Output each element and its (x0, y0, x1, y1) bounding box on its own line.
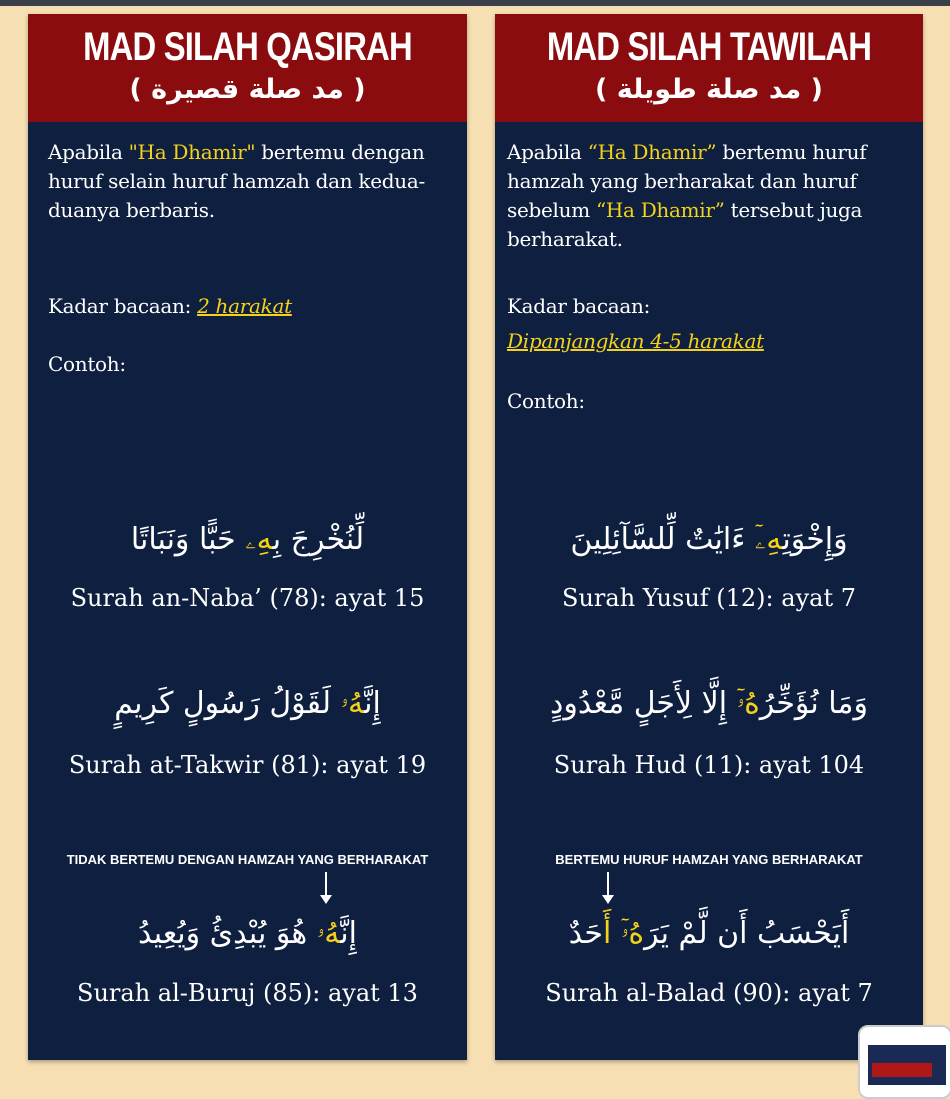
ayah-text: وَمَا نُؤَخِّرُ (759, 686, 868, 721)
ayah-text: إِلَّا لِأَجَلٍ مَّعْدُودٍ (550, 686, 737, 721)
ayah-arabic (495, 916, 923, 951)
top-border (0, 0, 950, 6)
desc-highlight: "Ha Dhamir" (128, 140, 256, 164)
ayah-highlight: هِۦٓ (754, 522, 783, 557)
ayah-reference: Surah Yusuf (12): ayat 7 (562, 584, 856, 612)
ayah-arabic (495, 522, 923, 557)
ayah-text: حَدٌ (568, 916, 603, 951)
kadar-label: Kadar bacaan: (48, 294, 198, 318)
contoh-label: Contoh: (48, 352, 126, 376)
arrow-down-icon (325, 872, 327, 902)
kadar-label: Kadar bacaan: (507, 294, 651, 318)
phone-graphic-icon (858, 1025, 950, 1099)
ayah-reference: Surah Hud (11): ayat 104 (553, 751, 865, 779)
desc-text: Apabila (507, 140, 588, 164)
description (507, 138, 877, 254)
annotation-note: TIDAK BERTEMU DENGAN HAMZAH YANG BERHARAKAT (66, 852, 429, 867)
panel-mad-silah-qasirah (28, 14, 467, 1060)
ayah-text: ءَايَٰتٌ لِّلسَّآئِلِينَ (570, 522, 755, 557)
desc-text: tersebut juga berharakat. (507, 198, 863, 251)
desc-text: bertemu dengan huruf selain huruf hamzah dan kedua-duanya berbaris. (48, 140, 425, 222)
panel-mad-silah-tawilah (495, 14, 923, 1060)
panel-title: MAD SILAH QASIRAH (83, 25, 412, 69)
ayah-text: أَيَحْسَبُ أَن لَّمْ يَرَ (644, 916, 850, 951)
ayah-arabic (495, 686, 923, 721)
ayah-text: لِّنُخْرِجَ بِ (272, 522, 365, 557)
ayah-reference: Surah al-Buruj (85): ayat 13 (77, 979, 418, 1007)
desc-highlight: “Ha Dhamir” (587, 140, 717, 164)
ayah-arabic (28, 686, 467, 721)
kadar-value: Dipanjangkan 4-5 harakat (507, 329, 764, 353)
ayah-text: إِنَّ (340, 916, 357, 951)
ayah-highlight: هُۥ (316, 916, 341, 951)
ayah-text: هُوَ يُبْدِئُ وَيُعِيدُ (138, 916, 317, 951)
ayah-text: إِنَّ (364, 686, 381, 721)
phone-screen-banner (872, 1063, 932, 1077)
kadar-value: 2 harakat (197, 294, 292, 318)
ayah-highlight: هُۥٓ (736, 686, 760, 721)
description (48, 138, 458, 225)
desc-text: Apabila (48, 140, 129, 164)
panel-arabic-title: ( مد صلة طويلة ) (595, 74, 823, 105)
ayah-highlight: هُۥٓ أَ (602, 916, 645, 951)
ayah-reference: Surah an-Naba’ (78): ayat 15 (70, 584, 425, 612)
panel-arabic-title: ( مد صلة قصيرة ) (129, 74, 366, 105)
ayah-highlight: هِۦ (245, 522, 273, 557)
contoh-label: Contoh: (507, 389, 585, 413)
ayah-reference: Surah at-Takwir (81): ayat 19 (68, 751, 427, 779)
arrow-down-icon (607, 872, 609, 902)
ayah-arabic (28, 916, 467, 951)
ayah-arabic (28, 522, 467, 557)
ayah-highlight: هُۥ (340, 686, 365, 721)
annotation-note: BERTEMU HURUF HAMZAH YANG BERHARAKAT (555, 852, 863, 867)
panel-header (495, 14, 923, 122)
panel-header (28, 14, 467, 122)
kadar-bacaan (48, 292, 292, 321)
panel-title: MAD SILAH TAWILAH (546, 25, 872, 69)
ayah-text: وَإِخْوَتِ (782, 522, 848, 557)
ayah-text: حَبًّا وَنَبَاتًا (130, 522, 246, 557)
ayah-reference: Surah al-Balad (90): ayat 7 (545, 979, 873, 1007)
ayah-text: لَقَوْلُ رَسُولٍ كَرِيمٍ (114, 686, 341, 721)
desc-highlight: “Ha Dhamir” (595, 198, 725, 222)
desc-text: bertemu huruf hamzah yang berharakat dan huruf sebelum (507, 140, 867, 222)
